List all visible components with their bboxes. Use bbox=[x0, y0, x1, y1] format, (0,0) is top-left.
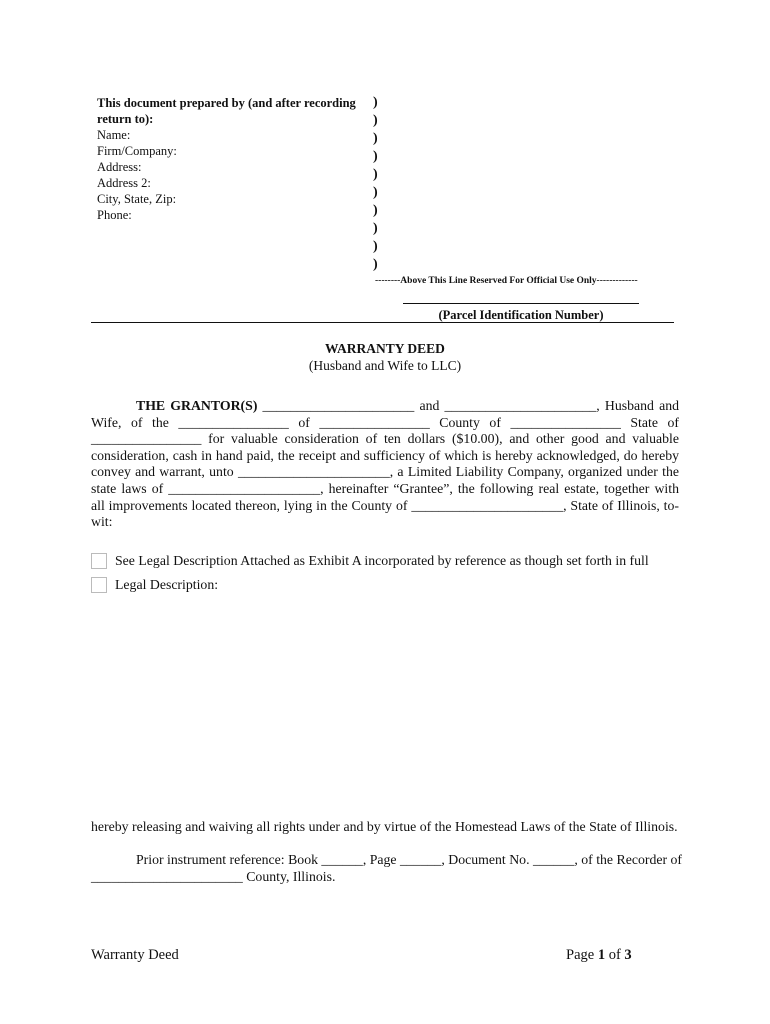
document-title: WARRANTY DEED bbox=[325, 341, 445, 356]
name-field: Name: bbox=[97, 128, 131, 142]
preparer-heading: This document prepared by (and after recording bbox=[97, 96, 356, 110]
parcel-label: (Parcel Identification Number) bbox=[438, 308, 604, 322]
para-text: ______________________ and ______________________, Husband and bbox=[257, 398, 679, 413]
parcel-number-line bbox=[403, 303, 639, 304]
page-prefix: Page bbox=[566, 947, 598, 963]
grantor-label: THE GRANTOR(S) bbox=[136, 398, 258, 413]
para-line: Wife, of the ________________ of ________________ County of ________________ State of bbox=[91, 414, 679, 430]
legal-description-checkbox[interactable] bbox=[91, 577, 107, 593]
phone-field: Phone: bbox=[97, 208, 132, 222]
para-line: state laws of ______________________, hereinafter “Grantee”, the following real estate, together with bbox=[91, 480, 679, 496]
address2-field: Address 2: bbox=[97, 176, 151, 190]
page-number bbox=[566, 947, 632, 964]
paren: ) bbox=[373, 149, 378, 164]
footer-title: Warranty Deed bbox=[91, 947, 179, 963]
grantor-paragraph bbox=[91, 398, 679, 531]
address-field: Address: bbox=[97, 160, 142, 174]
page-of: of bbox=[605, 947, 625, 963]
paren: ) bbox=[373, 239, 378, 254]
paren: ) bbox=[373, 131, 378, 146]
paren: ) bbox=[373, 221, 378, 236]
para-line: wit: bbox=[91, 514, 113, 530]
city-state-zip-field: City, State, Zip: bbox=[97, 192, 177, 206]
para-line bbox=[91, 398, 679, 415]
paren: ) bbox=[373, 185, 378, 200]
firm-field: Firm/Company: bbox=[97, 144, 177, 158]
divider-line bbox=[91, 322, 674, 323]
para-line: ________________ for valuable consideration of ten dollars ($10.00), and other good and valuable bbox=[91, 431, 679, 447]
exhibit-a-label: See Legal Description Attached as Exhibit A incorporated by reference as though set forth in full bbox=[115, 553, 649, 568]
official-use-notice: --------Above This Line Reserved For Official Use Only------------- bbox=[375, 276, 638, 286]
paren: ) bbox=[373, 203, 378, 218]
para-line: consideration, cash in hand paid, the receipt and sufficiency of which is hereby acknowledged, do hereby bbox=[91, 447, 679, 463]
bracket-column bbox=[373, 94, 378, 274]
current-page: 1 bbox=[597, 947, 606, 963]
exhibit-a-option[interactable] bbox=[91, 553, 649, 569]
preparer-heading-cont: return to): bbox=[97, 112, 154, 126]
paren: ) bbox=[373, 167, 378, 182]
paren: ) bbox=[373, 113, 378, 128]
preparer-block bbox=[97, 95, 367, 223]
prior-instrument-line1: Prior instrument reference: Book ______, Page ______, Document No. ______, of the Recorder of bbox=[136, 852, 683, 867]
total-pages: 3 bbox=[624, 947, 632, 963]
paren: ) bbox=[373, 257, 378, 272]
paren: ) bbox=[373, 95, 378, 110]
legal-description-option[interactable] bbox=[91, 577, 218, 593]
para-line: convey and warrant, unto ______________________, a Limited Liability Company, organized under the bbox=[91, 464, 679, 480]
prior-instrument-line2: ______________________ County, Illinois. bbox=[91, 869, 336, 884]
exhibit-a-checkbox[interactable] bbox=[91, 553, 107, 569]
para-line: all improvements located thereon, lying in the County of ______________________, State of Illinois, to- bbox=[91, 497, 679, 513]
document-subtitle: (Husband and Wife to LLC) bbox=[308, 358, 462, 373]
legal-description-label: Legal Description: bbox=[115, 577, 219, 592]
homestead-text: hereby releasing and waiving all rights under and by virtue of the Homestead Laws of the State of Illinois. bbox=[91, 819, 678, 834]
